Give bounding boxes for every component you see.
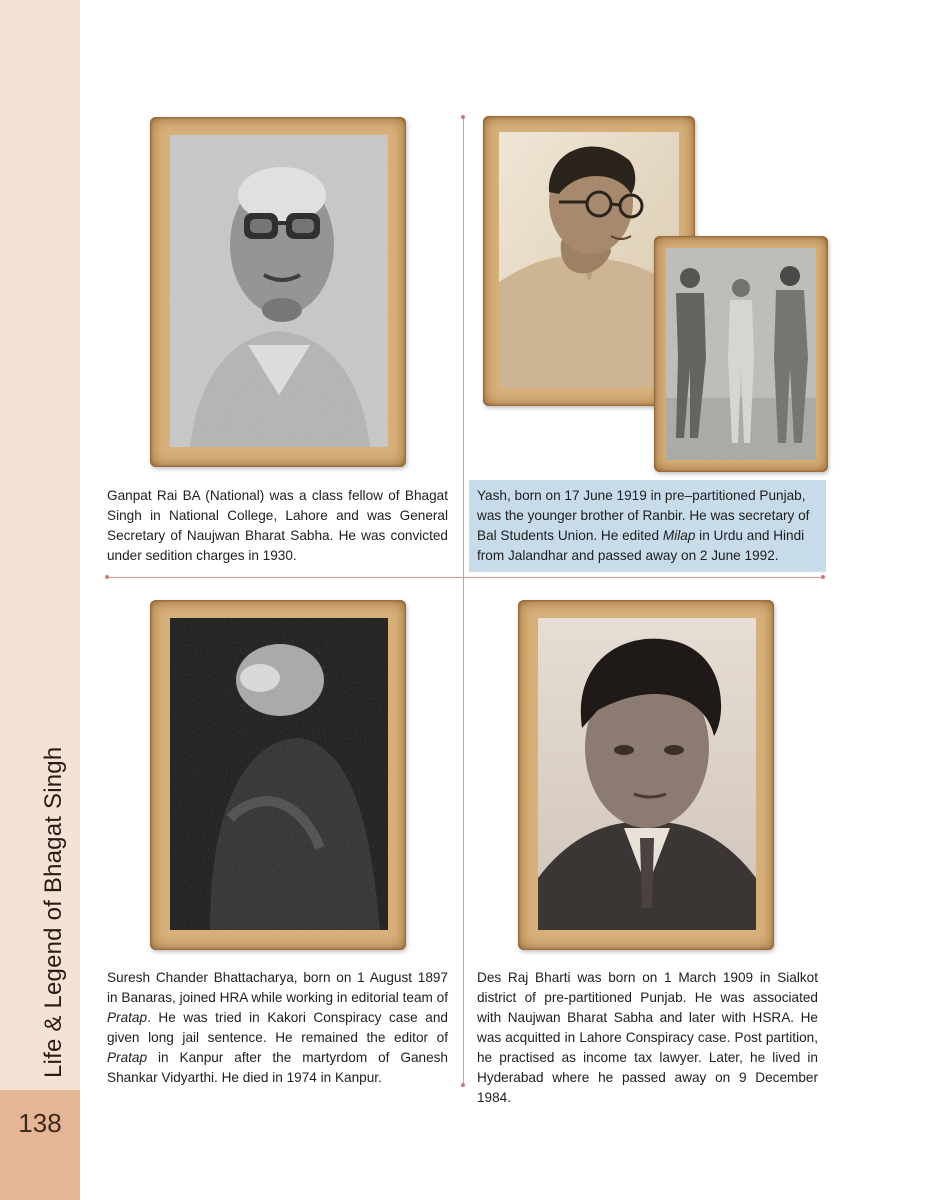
photo-frame-ganpat-rai: [150, 117, 406, 467]
caption-yash-italic: Milap: [662, 528, 696, 543]
caption-suresh-part1: Suresh Chander Bhattacharya, born on 1 August 1897 in Banaras, joined HRA while working in editorial team of: [107, 970, 448, 1005]
caption-yash-part2: in Urdu and Hindi from Jalandhar and passed away on 2 June 1992.: [477, 528, 805, 563]
caption-suresh-italic2: Pratap: [107, 1050, 148, 1065]
photo-yash: [499, 132, 679, 388]
photo-frame-yash-companions: [654, 236, 828, 472]
photo-suresh: [170, 618, 388, 930]
caption-des-raj: [477, 968, 818, 1108]
photo-ganpat-rai: [170, 135, 388, 447]
photo-des-raj: [538, 618, 756, 930]
photo-frame-des-raj: [518, 600, 774, 950]
divider-dot: [105, 575, 109, 579]
vertical-divider: [463, 117, 464, 1087]
caption-yash-part1: Yash, born on 17 June 1919 in pre–partitioned Punjab, was the younger brother of Ranbir. He was secretary of Bal Students Union. He edited: [477, 488, 810, 543]
caption-suresh-part2: . He was tried in Kakori Conspiracy case and given long jail sentence. He remained the editor of: [107, 1010, 448, 1045]
caption-suresh-italic1: Pratap: [107, 1010, 148, 1025]
divider-dot: [461, 115, 465, 119]
divider-dot: [461, 1083, 465, 1087]
page-number: 138: [18, 1108, 62, 1138]
page-number-box: [0, 1090, 80, 1200]
photo-frame-suresh: [150, 600, 406, 950]
caption-suresh-part3: in Kanpur after the martyrdom of Ganesh Shankar Vidyarthi. He died in 1974 in Kanpur.: [107, 1050, 448, 1085]
horizontal-divider: [107, 577, 823, 578]
caption-yash: [469, 480, 826, 572]
caption-ganpat-rai-text: Ganpat Rai BA (National) was a class fellow of Bhagat Singh in National College, Lahore and was General Secretary of Naujwan Bharat Sabha. He was convicted under sedition charges in 1930.: [107, 488, 448, 563]
caption-suresh: [107, 968, 448, 1088]
caption-des-raj-text: Des Raj Bharti was born on 1 March 1909 in Sialkot district of pre-partitioned Punjab. He was associated with Naujwan Bharat Sabha and later with HSRA. He was acquitted in Lahore Conspiracy case. Post partition, he practised as income tax lawyer. Later, he lived in Hyderabad where he passed away on 9 December 1984.: [477, 970, 818, 1105]
photo-yash-companions: [666, 248, 816, 460]
divider-dot: [821, 575, 825, 579]
book-title: Life & Legend of Bhagat Singh: [40, 746, 67, 1078]
caption-ganpat-rai: [107, 486, 448, 566]
